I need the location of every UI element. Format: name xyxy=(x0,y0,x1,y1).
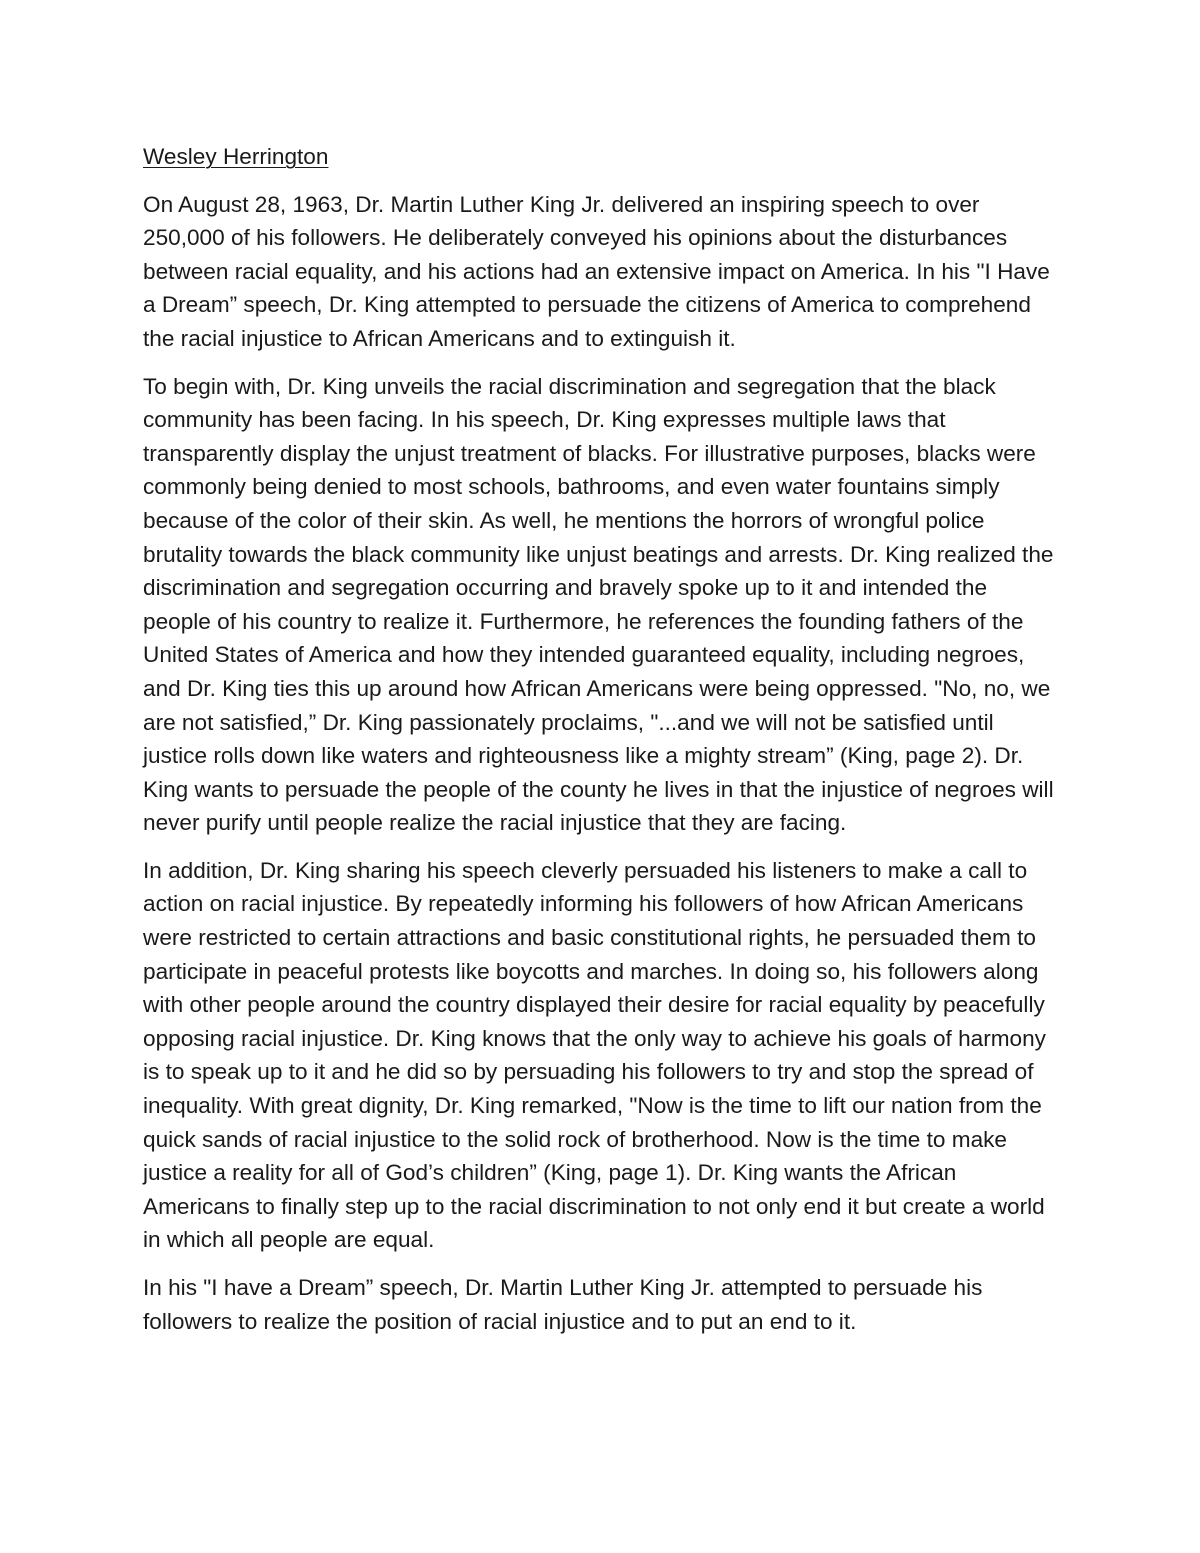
paragraph-conclusion: In his "I have a Dream” speech, Dr. Martin Luther King Jr. attempted to persuade his followers to realize the position of racial injustice and to put an end to it. xyxy=(143,1275,983,1334)
paragraph-intro: On August 28, 1963, Dr. Martin Luther King Jr. delivered an inspiring speech to over 250,000 of his followers. He deliberately conveyed his opinions about the disturbances between racial equality, and his actions had an extensive impact on America. In his "I Have a Dream” speech, Dr. King attempted to persuade the citizens of America to comprehend the racial injustice to African Americans and to extinguish it. xyxy=(143,191,1050,351)
author-name: Wesley Herrington xyxy=(143,144,329,169)
document-body xyxy=(143,140,1061,1352)
paragraph-body-2: In addition, Dr. King sharing his speech cleverly persuaded his listeners to make a call to action on racial injustice. By repeatedly informing his followers of how African Americans were restricted to certain attractions and basic constitutional rights, he persuaded them to participate in peaceful protests like boycotts and marches. In doing so, his followers along with other people around the country displayed their desire for racial equality by peacefully opposing racial injustice. Dr. King knows that the only way to achieve his goals of harmony is to speak up to it and he did so by persuading his followers to try and stop the spread of inequality. With great dignity, Dr. King remarked, "Now is the time to lift our nation from the quick sands of racial injustice to the solid rock of brotherhood. Now is the time to make justice a reality for all of God’s children” (King, page 1). Dr. King wants the African Americans to finally step up to the racial discrimination to not only end it but create a world in which all people are equal. xyxy=(143,857,1046,1253)
paragraph-body-1: To begin with, Dr. King unveils the racial discrimination and segregation that the black community has been facing. In his speech, Dr. King expresses multiple laws that transparently display the unjust treatment of blacks. For illustrative purposes, blacks were commonly being denied to most schools, bathrooms, and even water fountains simply because of the color of their skin. As well, he mentions the horrors of wrongful police brutality towards the black community like unjust beatings and arrests. Dr. King realized the discrimination and segregation occurring and bravely spoke up to it and intended the people of his country to realize it. Furthermore, he references the founding fathers of the United States of America and how they intended guaranteed equality, including negroes, and Dr. King ties this up around how African Americans were being oppressed. "No, no, we are not satisfied,” Dr. King passionately proclaims, "...and we will not be satisfied until justice rolls down like waters and righteousness like a mighty stream” (King, page 2). Dr. King wants to persuade the people of the county he lives in that the injustice of negroes will never purify until people realize the racial injustice that they are facing. xyxy=(143,373,1054,836)
